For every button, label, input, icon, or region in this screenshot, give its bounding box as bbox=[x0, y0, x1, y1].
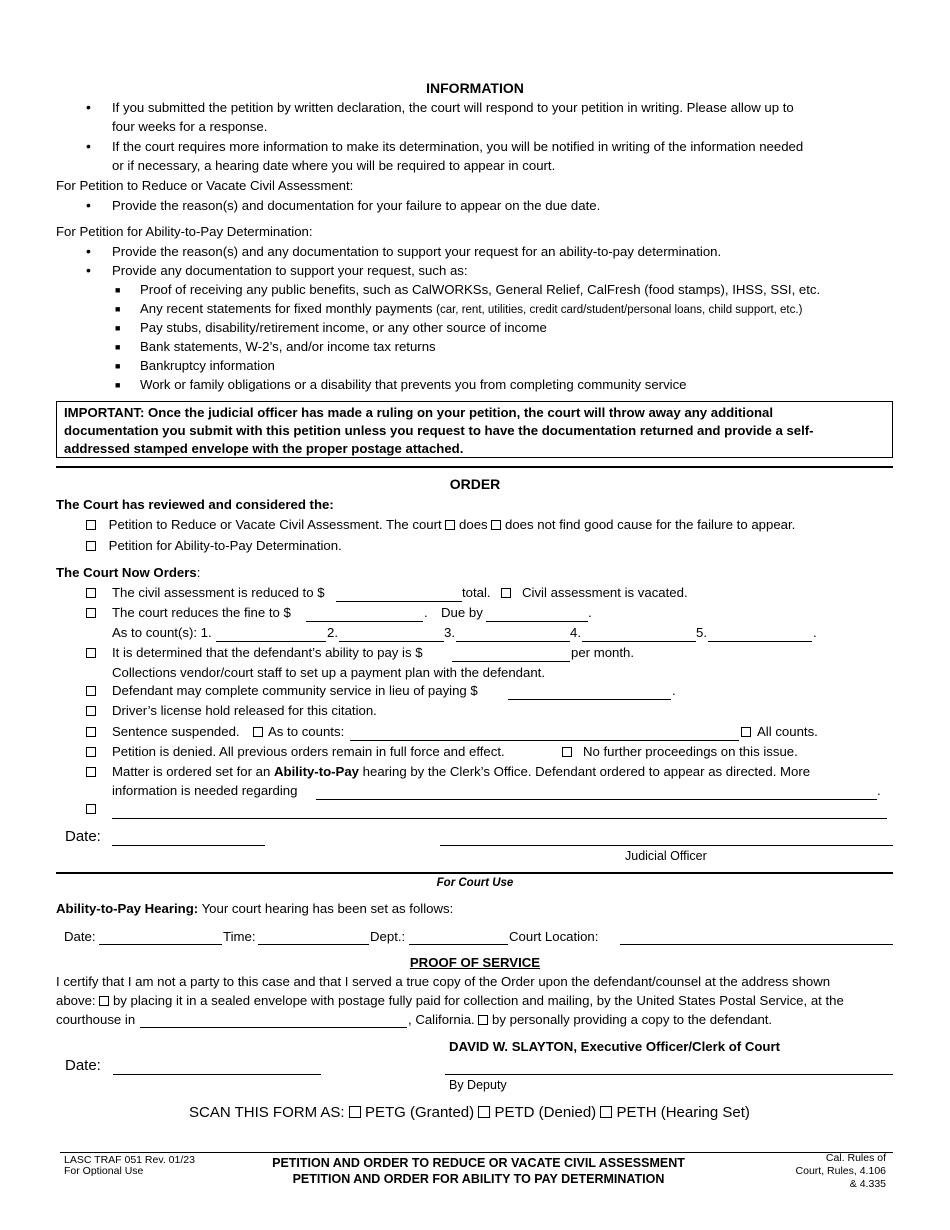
square-bullet-icon: ■ bbox=[115, 323, 121, 333]
ability-checkbox[interactable] bbox=[86, 648, 96, 658]
count-3-label: 3. bbox=[444, 625, 455, 640]
reduce-heading: For Petition to Reduce or Vacate Civil Assessment: bbox=[56, 178, 354, 193]
sentence-label: Sentence suspended. bbox=[112, 724, 240, 739]
atp-heading: For Petition for Ability-to-Pay Determination: bbox=[56, 224, 313, 239]
reviewed-row-2: Petition for Ability-to-Pay Determination. bbox=[86, 538, 342, 553]
period: . bbox=[424, 605, 428, 620]
sub-bullet: Bankruptcy information bbox=[140, 358, 275, 373]
info-bullet-1b: four weeks for a response. bbox=[112, 119, 268, 134]
scan-line: SCAN THIS FORM AS: PETG (Granted) PETD (Denied) PETH (Hearing Set) bbox=[189, 1104, 750, 1121]
footer-title-2: PETITION AND ORDER FOR ABILITY TO PAY DETERMINATION bbox=[292, 1172, 665, 1186]
info-bullet-1a: If you submitted the petition by written declaration, the court will respond to your petition in writing. Please allow up to bbox=[112, 100, 794, 115]
info-needed-field[interactable] bbox=[316, 799, 877, 800]
vacated-checkbox[interactable] bbox=[501, 588, 511, 598]
all-counts-checkbox[interactable] bbox=[741, 727, 751, 737]
license-label: Driver’s license hold released for this citation. bbox=[112, 703, 377, 718]
form-id: LASC TRAF 051 Rev. 01/23 bbox=[64, 1154, 195, 1166]
civil-reduced-checkbox[interactable] bbox=[86, 588, 96, 598]
community-service-checkbox[interactable] bbox=[86, 686, 96, 696]
other-field[interactable] bbox=[112, 818, 887, 819]
as-to-counts-checkbox[interactable] bbox=[253, 727, 263, 737]
order-date-field[interactable] bbox=[112, 845, 265, 846]
proof-date-label: Date: bbox=[65, 1057, 101, 1074]
sub-bullet-note: (car, rent, utilities, credit card/student/personal loans, child support, etc.) bbox=[436, 304, 803, 316]
courthouse-city-field[interactable] bbox=[140, 1027, 407, 1028]
personal-service-checkbox[interactable] bbox=[478, 1015, 488, 1025]
other-checkbox[interactable] bbox=[86, 804, 96, 814]
divider bbox=[56, 872, 893, 874]
ability-label: It is determined that the defendant’s ability to pay is $ bbox=[112, 645, 423, 660]
sub-bullet: Pay stubs, disability/retirement income, or any other source of income bbox=[140, 320, 547, 335]
hearing-dept-field[interactable] bbox=[409, 944, 508, 945]
optional-use: For Optional Use bbox=[64, 1165, 144, 1177]
count-5-label: 5. bbox=[696, 625, 707, 640]
by-deputy-label: By Deputy bbox=[449, 1078, 507, 1092]
square-bullet-icon: ■ bbox=[115, 342, 121, 352]
total-label: total. bbox=[462, 585, 491, 600]
square-bullet-icon: ■ bbox=[115, 285, 121, 295]
executive-officer: DAVID W. SLAYTON, Executive Officer/Clerk of Court bbox=[449, 1039, 780, 1054]
reviewed-row-1: Petition to Reduce or Vacate Civil Assessment. The court does does not find good cause for the failure to appear. bbox=[86, 517, 795, 532]
hearing-time-field[interactable] bbox=[258, 944, 369, 945]
sub-bullet: Any recent statements for fixed monthly payments (car, rent, utilities, credit card/student/personal loans, child support, etc.) bbox=[140, 301, 803, 316]
count-5-field[interactable] bbox=[708, 641, 812, 642]
square-bullet-icon: ■ bbox=[115, 304, 121, 314]
hearing-location-field[interactable] bbox=[620, 944, 893, 945]
petd-checkbox[interactable] bbox=[478, 1106, 490, 1118]
proof-line-3-rest: , California. by personally providing a copy to the defendant. bbox=[408, 1012, 773, 1027]
no-further-label: No further proceedings on this issue. bbox=[583, 744, 798, 759]
collections-text: Collections vendor/court staff to set up a payment plan with the defendant. bbox=[112, 665, 546, 680]
information-title: INFORMATION bbox=[426, 80, 524, 96]
rules-1: Cal. Rules of bbox=[825, 1152, 886, 1164]
court-use-label: For Court Use bbox=[436, 877, 514, 889]
matter-label: Matter is ordered set for an Ability-to-Pay hearing by the Clerk’s Office. Defendant ordered to appear as directed. More bbox=[112, 764, 811, 779]
proof-line-3-label: courthouse in bbox=[56, 1012, 136, 1027]
important-line-3: addressed stamped envelope with the proper postage attached. bbox=[64, 441, 464, 456]
important-line-2: documentation you submit with this petition unless you request to have the documentation returned and provide a self- bbox=[64, 423, 814, 438]
does-not-checkbox[interactable] bbox=[491, 520, 501, 530]
fine-reduced-checkbox[interactable] bbox=[86, 608, 96, 618]
reduce-bullet: Provide the reason(s) and documentation for your failure to appear on the due date. bbox=[112, 198, 601, 213]
period: . bbox=[588, 605, 592, 620]
all-counts-label: All counts. bbox=[757, 724, 818, 739]
community-amount-field[interactable] bbox=[508, 699, 671, 700]
hearing-dept-label: Dept.: bbox=[370, 929, 406, 944]
as-to-counts-label: As to counts: bbox=[268, 724, 345, 739]
square-bullet-icon: ■ bbox=[115, 380, 121, 390]
count-2-field[interactable] bbox=[339, 641, 444, 642]
bullet-icon: • bbox=[86, 197, 91, 213]
hearing-line: Ability-to-Pay Hearing: Your court hearing has been set as follows: bbox=[56, 901, 454, 916]
community-label: Defendant may complete community service in lieu of paying $ bbox=[112, 683, 478, 698]
reviewed-atp-checkbox[interactable] bbox=[86, 541, 96, 551]
hearing-date-field[interactable] bbox=[99, 944, 222, 945]
period: . bbox=[877, 783, 881, 798]
info-needed-label: information is needed regarding bbox=[112, 783, 298, 798]
fine-amount-field[interactable] bbox=[306, 621, 423, 622]
hearing-time-label: Time: bbox=[223, 929, 256, 944]
bullet-icon: • bbox=[86, 262, 91, 278]
count-4-field[interactable] bbox=[582, 641, 696, 642]
rules-3: & 4.335 bbox=[849, 1178, 886, 1190]
sentence-checkbox[interactable] bbox=[86, 727, 96, 737]
as-to-counts-field[interactable] bbox=[350, 740, 739, 741]
sub-bullet: Proof of receiving any public benefits, such as CalWORKSs, General Relief, CalFresh (food stamps), IHSS, SSI, etc. bbox=[140, 282, 821, 297]
does-checkbox[interactable] bbox=[445, 520, 455, 530]
peth-checkbox[interactable] bbox=[600, 1106, 612, 1118]
proof-line-1: I certify that I am not a party to this case and that I served a true copy of the Order upon the defendant/counsel at the address shown bbox=[56, 974, 831, 989]
vacated-label: Civil assessment is vacated. bbox=[522, 585, 688, 600]
due-by-field[interactable] bbox=[486, 621, 588, 622]
no-further-checkbox[interactable] bbox=[562, 747, 572, 757]
proof-title: PROOF OF SERVICE bbox=[409, 955, 541, 970]
period: . bbox=[672, 683, 676, 698]
count-1-field[interactable] bbox=[216, 641, 326, 642]
count-2-label: 2. bbox=[327, 625, 338, 640]
bullet-icon: • bbox=[86, 138, 91, 154]
hearing-location-label: Court Location: bbox=[509, 929, 599, 944]
mail-service-checkbox[interactable] bbox=[99, 996, 109, 1006]
hearing-date-label: Date: bbox=[64, 929, 96, 944]
sub-bullet: Bank statements, W-2’s, and/or income tax returns bbox=[140, 339, 436, 354]
per-month-label: per month. bbox=[571, 645, 635, 660]
info-bullet-2b: or if necessary, a hearing date where you will be required to appear in court. bbox=[112, 158, 556, 173]
reviewed-heading: The Court has reviewed and considered the: bbox=[56, 497, 334, 512]
judicial-officer-label: Judicial Officer bbox=[625, 849, 707, 863]
order-date-label: Date: bbox=[65, 828, 101, 845]
judicial-officer-signature-field[interactable] bbox=[440, 845, 893, 846]
atp-bullet-1: Provide the reason(s) and any documentation to support your request for an ability-to-pay determination. bbox=[112, 244, 722, 259]
petg-checkbox[interactable] bbox=[349, 1106, 361, 1118]
order-title: ORDER bbox=[449, 476, 501, 492]
count-3-field[interactable] bbox=[456, 641, 570, 642]
denied-label: Petition is denied. All previous orders remain in full force and effect. bbox=[112, 744, 505, 759]
bullet-icon: • bbox=[86, 99, 91, 115]
deputy-signature-field[interactable] bbox=[445, 1074, 893, 1075]
denied-checkbox[interactable] bbox=[86, 747, 96, 757]
matter-checkbox[interactable] bbox=[86, 767, 96, 777]
orders-heading: The Court Now Orders: bbox=[56, 565, 201, 580]
important-line-1: IMPORTANT: Once the judicial officer has made a ruling on your petition, the court will throw away any additional bbox=[64, 405, 774, 420]
footer-divider bbox=[60, 1152, 893, 1153]
proof-date-field[interactable] bbox=[113, 1074, 321, 1075]
footer-title-1: PETITION AND ORDER TO REDUCE OR VACATE CIVIL ASSESSMENT bbox=[272, 1156, 685, 1170]
civil-reduced-amount-field[interactable] bbox=[336, 601, 462, 602]
sub-bullet: Work or family obligations or a disability that prevents you from completing community service bbox=[140, 377, 687, 392]
ability-amount-field[interactable] bbox=[452, 661, 570, 662]
bullet-icon: • bbox=[86, 243, 91, 259]
counts-label: As to count(s): 1. bbox=[112, 625, 212, 640]
square-bullet-icon: ■ bbox=[115, 361, 121, 371]
period: . bbox=[813, 625, 817, 640]
fine-reduced-label: The court reduces the fine to $ bbox=[112, 605, 291, 620]
due-by-label: Due by bbox=[441, 605, 483, 620]
rules-2: Court, Rules, 4.106 bbox=[795, 1165, 886, 1177]
divider bbox=[56, 466, 893, 468]
atp-bullet-2: Provide any documentation to support your request, such as: bbox=[112, 263, 468, 278]
license-checkbox[interactable] bbox=[86, 706, 96, 716]
info-bullet-2a: If the court requires more information to make its determination, you will be notified in writing of the information needed bbox=[112, 139, 804, 154]
civil-reduced-label: The civil assessment is reduced to $ bbox=[112, 585, 325, 600]
reviewed-reduce-checkbox[interactable] bbox=[86, 520, 96, 530]
proof-line-2: above: by placing it in a sealed envelope with postage fully paid for collection and mailing, by the United States Postal Service, at the bbox=[56, 993, 844, 1008]
count-4-label: 4. bbox=[570, 625, 581, 640]
